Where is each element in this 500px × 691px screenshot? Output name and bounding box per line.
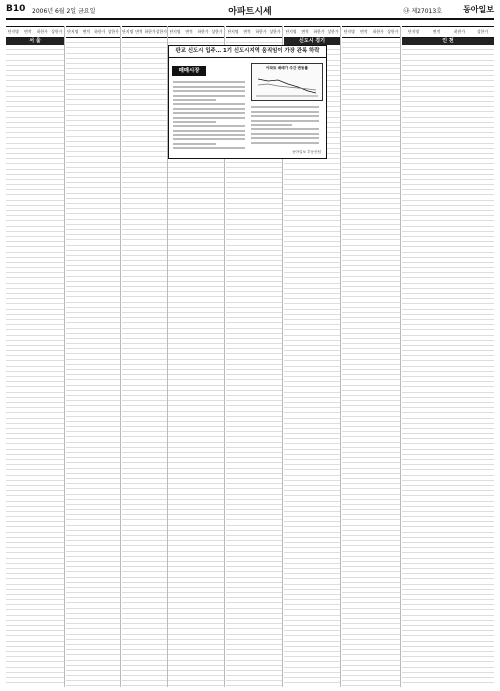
table-cell [156,686,167,687]
listing-column [342,26,401,687]
column-header-label: 단지명 [7,29,19,34]
column-header-label: 상한가 [155,29,167,34]
column-header [284,26,340,38]
column-header [122,26,167,38]
column-header [66,26,120,38]
column-header [6,26,64,38]
column-header-label: 단지명 [343,29,355,34]
table-cell [93,686,107,687]
column-header [342,26,400,38]
table-cell [284,683,298,687]
table-row [6,683,64,687]
listing-column [122,26,168,687]
table-cell [35,683,50,687]
table-cell [182,686,196,687]
column-header-label: 면적 [185,29,193,34]
column-header-label: 면적 [82,29,90,34]
column-header-label: 면적 [135,29,143,34]
section-title: 아파트시세 [228,7,272,17]
column-header-label: 하한가 [36,29,48,34]
table-cell [145,686,156,687]
column-header-label: 상한가 [269,29,281,34]
column-header-label: 면적 [301,29,309,34]
column-header [168,26,224,38]
column-header-label: 면적 [360,29,368,34]
column-header-label: 하한가 [197,29,209,34]
column-header-label: 하한가 [313,29,325,34]
table-cell [254,686,268,687]
column-header-label: 하한가 [94,29,106,34]
column-header-label: 면적 [24,29,32,34]
column-header [226,26,282,38]
table-cell [240,686,254,687]
column-header-label: 면적 [243,29,251,34]
table-row [168,686,224,687]
listing-table [6,45,64,687]
table-cell [298,683,312,687]
column-header-label: 하한가 [144,29,156,34]
listing-table [342,38,400,687]
table-cell [210,686,224,687]
table-cell [168,686,182,687]
table-row [66,686,120,687]
table-cell [326,683,340,687]
page-header [6,4,494,20]
table-cell [312,683,326,687]
table-cell [268,686,282,687]
column-header-label: 단지명 [67,29,79,34]
column-header-label: 하한가 [372,29,384,34]
table-cell [107,686,121,687]
page-number: B10 [6,4,26,14]
column-header-label: 단지명 [227,29,239,34]
column-header-label: 단지명 [169,29,181,34]
publication-date: 2006년 6월 2일 금요일 [32,8,96,15]
region-band: 서 울 [6,38,64,45]
listing-column [66,26,121,687]
column-header-label: 상한가 [51,29,63,34]
table-cell [122,686,133,687]
column-header-label: 상한가 [327,29,339,34]
column-header-label: 단지명 [285,29,297,34]
column-header-label: 상한가 [211,29,223,34]
listing-table [66,38,120,687]
table-row [284,683,340,687]
publisher-logo: 동아일보 [463,5,494,14]
listing-table [122,38,167,687]
table-row [122,686,167,687]
column-header-label: 상한가 [387,29,399,34]
table-cell [6,683,21,687]
table-cell [226,686,240,687]
column-header-label: 상한가 [107,29,119,34]
table-cell [21,683,36,687]
table-cell [196,686,210,687]
region-band: 신도시 경기 [284,38,340,45]
column-header-label: 단지명 [122,29,134,34]
issue-number: ㉯ 제27013호 [403,8,442,15]
table-cell [66,686,80,687]
table-cell [50,683,65,687]
table-cell [133,686,144,687]
column-header-label: 하한가 [255,29,267,34]
table-cell [80,686,94,687]
listing-column [6,26,65,687]
table-row [226,686,282,687]
